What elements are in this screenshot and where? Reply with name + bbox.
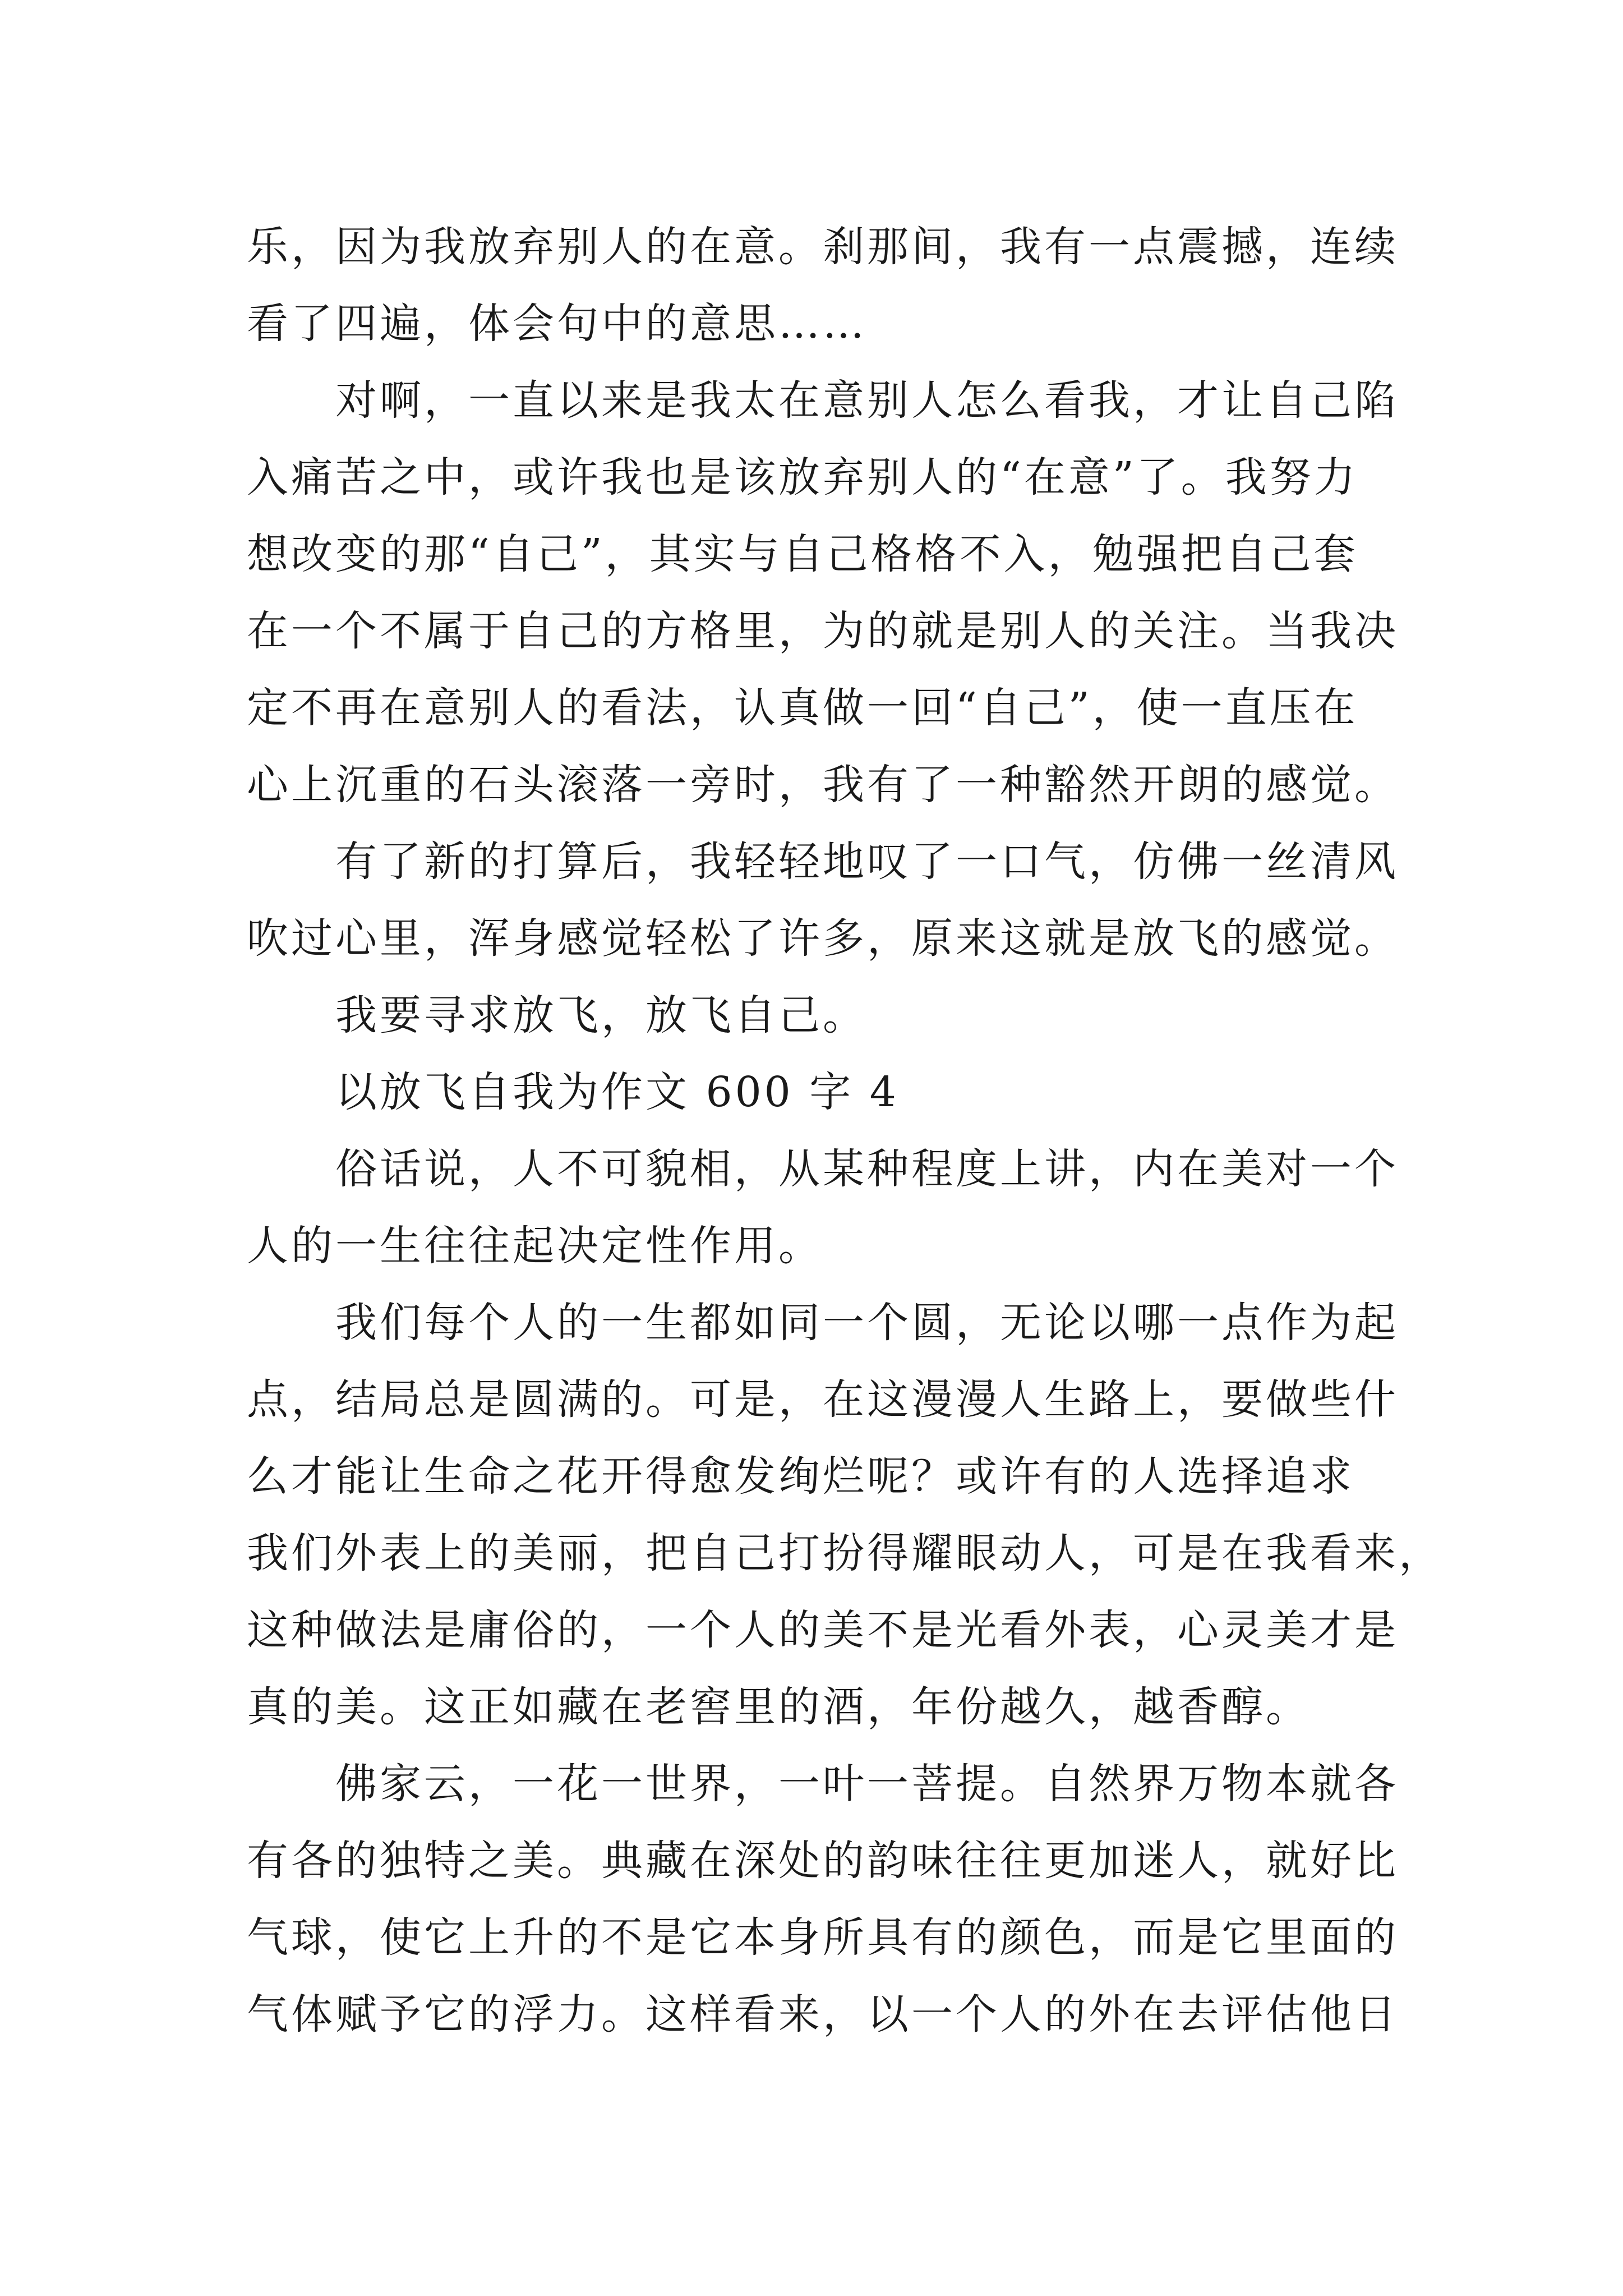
- text-line: 气球，使它上升的不是它本身所具有的颜色，而是它里面的: [247, 1913, 1399, 1962]
- paragraph: [247, 1285, 1443, 1746]
- paragraph: [247, 209, 1399, 362]
- text-line: 我要寻求放飞，放飞自己。: [335, 991, 867, 1039]
- paragraph: [247, 1131, 1399, 1285]
- text-line: 心上沉重的石头滚落一旁时，我有了一种豁然开朗的感觉。: [247, 761, 1399, 809]
- text-line: 么才能让生命之花开得愈发绚烂呢？或许有的人选择追求: [247, 1452, 1354, 1501]
- text-line: 气体赋予它的浮力。这样看来，以一个人的外在去评估他日: [247, 1990, 1399, 2039]
- text-line: 有各的独特之美。典藏在深处的韵味往往更加迷人，就好比: [247, 1837, 1399, 1885]
- paragraph: [247, 823, 1399, 977]
- text-line: 这种做法是庸俗的，一个人的美不是光看外表，心灵美才是: [247, 1606, 1399, 1654]
- text-line: 定不再在意别人的看法，认真做一回“自己”，使一直压在: [247, 684, 1358, 732]
- text-line: 点，结局总是圆满的。可是，在这漫漫人生路上，要做些什: [247, 1375, 1399, 1424]
- text-line: 我们每个人的一生都如同一个圆，无论以哪一点作为起: [335, 1299, 1399, 1347]
- text-line: 有了新的打算后，我轻轻地叹了一口气，仿佛一丝清风: [335, 838, 1399, 886]
- text-line: 吹过心里，浑身感觉轻松了许多，原来这就是放飞的感觉。: [247, 914, 1399, 963]
- text-line: 我们外表上的美丽，把自己打扮得耀眼动人，可是在我看来，: [247, 1529, 1443, 1577]
- paragraph: [247, 1746, 1399, 2053]
- text-line: 俗话说，人不可貌相，从某种程度上讲，内在美对一个: [335, 1145, 1399, 1193]
- text-line: 真的美。这正如藏在老窖里的酒，年份越久，越香醇。: [247, 1683, 1310, 1731]
- text-line: 乐，因为我放弃别人的在意。刹那间，我有一点震撼，连续: [247, 223, 1399, 271]
- text-line: 入痛苦之中，或许我也是该放弃别人的“在意”了。我努力: [247, 453, 1358, 501]
- text-line: 对啊，一直以来是我太在意别人怎么看我，才让自己陷: [335, 376, 1399, 425]
- text-line: 看了四遍，体会句中的意思……: [247, 300, 867, 348]
- paragraph: [247, 977, 1391, 1054]
- text-line: 佛家云，一花一世界，一叶一菩提。自然界万物本就各: [335, 1760, 1399, 1808]
- essay-heading: [247, 1054, 1391, 1131]
- text-line: 想改变的那“自己”，其实与自己格格不入，勉强把自己套: [247, 530, 1358, 578]
- text-line: 人的一生往往起决定性作用。: [247, 1222, 823, 1270]
- text-line: 在一个不属于自己的方格里，为的就是别人的关注。当我决: [247, 607, 1399, 655]
- document-body: [247, 209, 1443, 2053]
- paragraph: [247, 362, 1399, 823]
- text-line: 以放飞自我为作文 600 字 4: [335, 1068, 899, 1116]
